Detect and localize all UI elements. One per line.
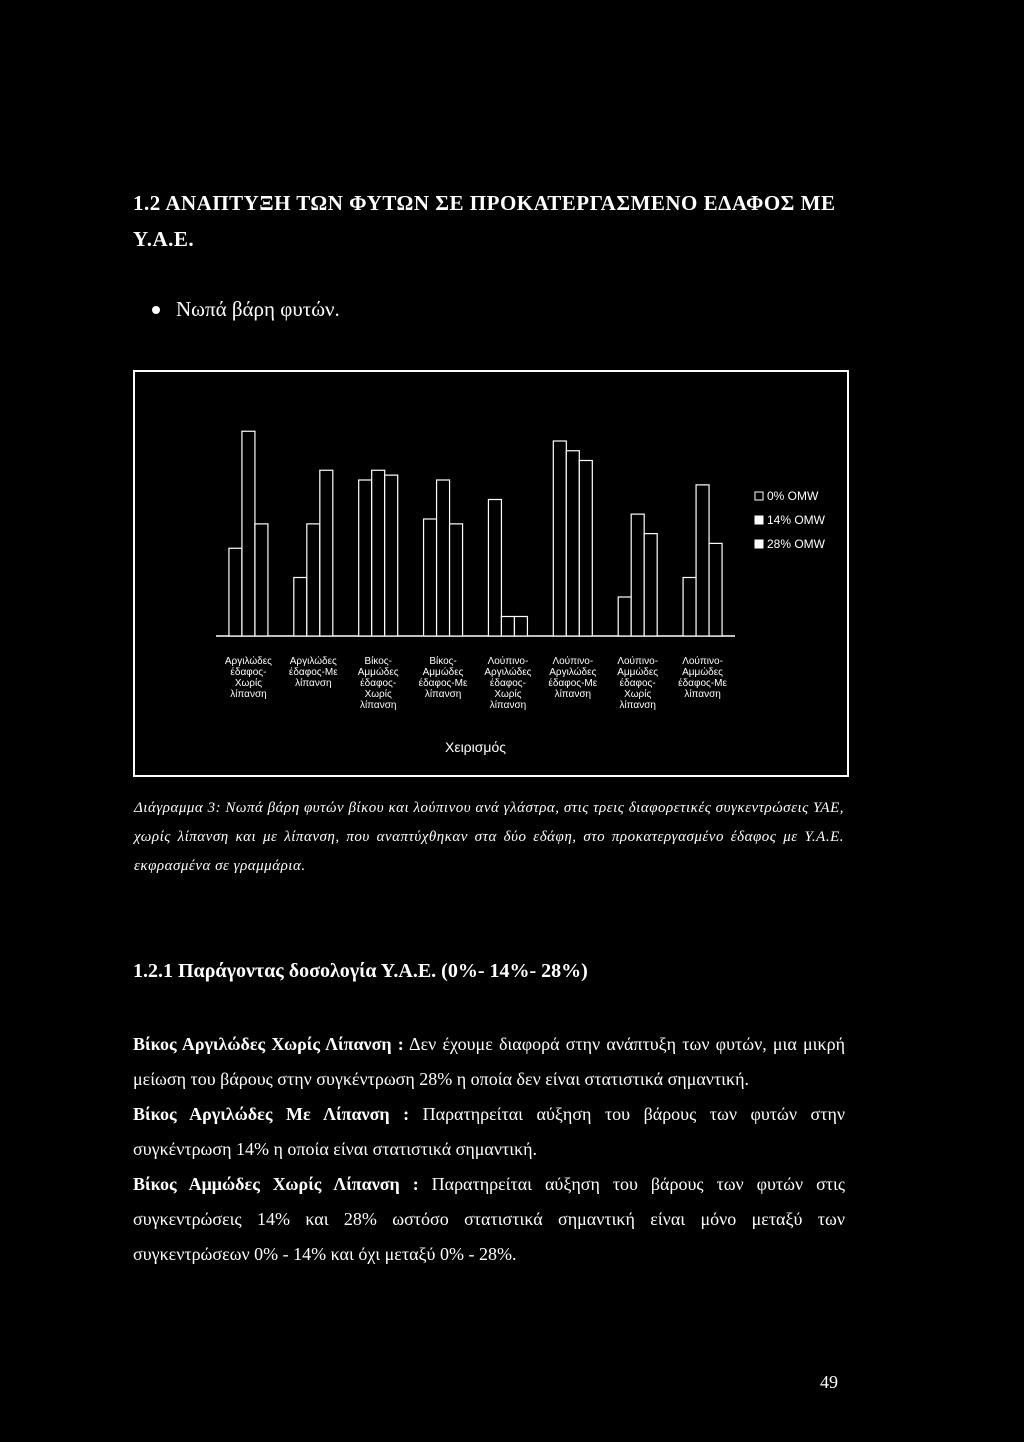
bar (631, 514, 644, 636)
paragraph-1 (133, 1027, 845, 1097)
legend-label: 14% OMW (767, 513, 826, 527)
bullet-item (152, 297, 340, 322)
bar (501, 617, 514, 637)
legend-label: 28% OMW (767, 537, 826, 551)
x-tick-label: Λούπινο-Αργιλώδες έδαφος-Χωρίς λίπανση (484, 656, 532, 711)
bar (514, 617, 527, 637)
paragraph-1-lead: Βίκος Αργιλώδες Χωρίς Λίπανση : (133, 1034, 404, 1054)
bar-chart (135, 372, 847, 775)
bar (644, 534, 657, 636)
bar (372, 470, 385, 636)
bar (359, 480, 372, 636)
x-tick-label: Αργιλώδες έδαφος-Με λίπανση (288, 656, 338, 689)
legend-label: 0% OMW (767, 489, 819, 503)
x-tick-label: Λούπινο-Αμμώδες έδαφος-Χωρίς λίπανση (617, 656, 659, 711)
x-tick-label: Λούπινο-Αργιλώδες έδαφος-Με λίπανση (548, 656, 598, 700)
legend-swatch (755, 516, 763, 524)
bar (709, 543, 722, 636)
subsection-title: 1.2.1 Παράγοντας δοσολογία Υ.Α.Ε. (0%- 14%- 28%) (133, 960, 588, 982)
bar (437, 480, 450, 636)
bar (294, 578, 307, 637)
bar (579, 461, 592, 637)
bar (255, 524, 268, 636)
bar (229, 548, 242, 636)
section-heading: 1.2 ΑΝΑΠΤΥΞΗ ΤΩΝ ΦΥΤΩΝ ΣΕ ΠΡΟΚΑΤΕΡΓΑΣΜΕΝΟ ΕΔΑΦΟΣ ΜΕ Υ.Α.Ε. (133, 191, 836, 251)
paragraph-3 (133, 1167, 845, 1272)
x-tick-label: Βίκος-Αμμώδες έδαφος-Με λίπανση (418, 656, 468, 700)
paragraph-2-text: Παρατηρείται αύξηση του βάρους των φυτών στην συγκέντρωση 14% η οποία είναι στατιστικά σημαντική. (133, 1104, 846, 1159)
bullet-dot-icon (152, 306, 160, 314)
x-tick-label: Βίκος-Αμμώδες έδαφος-Χωρίς λίπανση (357, 656, 399, 711)
bar (242, 431, 255, 636)
bullet-text: Νωπά βάρη φυτών. (176, 297, 340, 321)
x-tick-label: Αργιλώδες έδαφος-Χωρίς λίπανση (224, 656, 272, 700)
chart-frame (133, 370, 849, 777)
bar (618, 597, 631, 636)
bar (553, 441, 566, 636)
x-tick-label: Λούπινο-Αμμώδες έδαφος-Με λίπανση (678, 656, 727, 700)
body-text (133, 1027, 845, 1272)
bar (307, 524, 320, 636)
bar (385, 475, 398, 636)
page-number: 49 (820, 1372, 838, 1392)
paragraph-2 (133, 1097, 845, 1167)
x-axis-title: Χειρισμός (444, 739, 507, 755)
paragraph-2-lead: Βίκος Αργιλώδες Με Λίπανση : (133, 1104, 410, 1124)
bar (488, 500, 501, 637)
legend-swatch (755, 492, 763, 500)
bar (424, 519, 437, 636)
bar (450, 524, 463, 636)
paragraph-1-text: Δεν έχουμε διαφορά στην ανάπτυξη των φυτών, μια μικρή μείωση του βάρους στην συγκέντρωση 28% η οποία δεν είναι στατιστικά σημαντική. (133, 1034, 845, 1089)
bar (320, 470, 333, 636)
bar (566, 451, 579, 636)
paragraph-3-lead: Βίκος Αμμώδες Χωρίς Λίπανση : (133, 1174, 419, 1194)
legend-swatch (755, 540, 763, 548)
figure-caption: Διάγραμμα 3: Νωπά βάρη φυτών βίκου και λούπινου ανά γλάστρα, στις τρεις διαφορετικές συγκεντρώσεις ΥΑΕ, χωρίς λίπανση και με λίπανση, που αναπτύχθηκαν στα δύο εδάφη, στο προκατεργασμένο έδαφος με Υ.Α.Ε. εκφρασμένα σε γραμμάρια. (134, 800, 844, 874)
paragraph-3-text: Παρατηρείται αύξηση του βάρους των φυτών στις συγκεντρώσεις 14% και 28% ωστόσο στατιστικά σημαντική είναι μόνο μεταξύ των συγκεντρώσεων 0% - 14% και όχι μεταξύ 0% - 28%. (133, 1174, 845, 1264)
bar (683, 578, 696, 637)
bar (696, 485, 709, 636)
